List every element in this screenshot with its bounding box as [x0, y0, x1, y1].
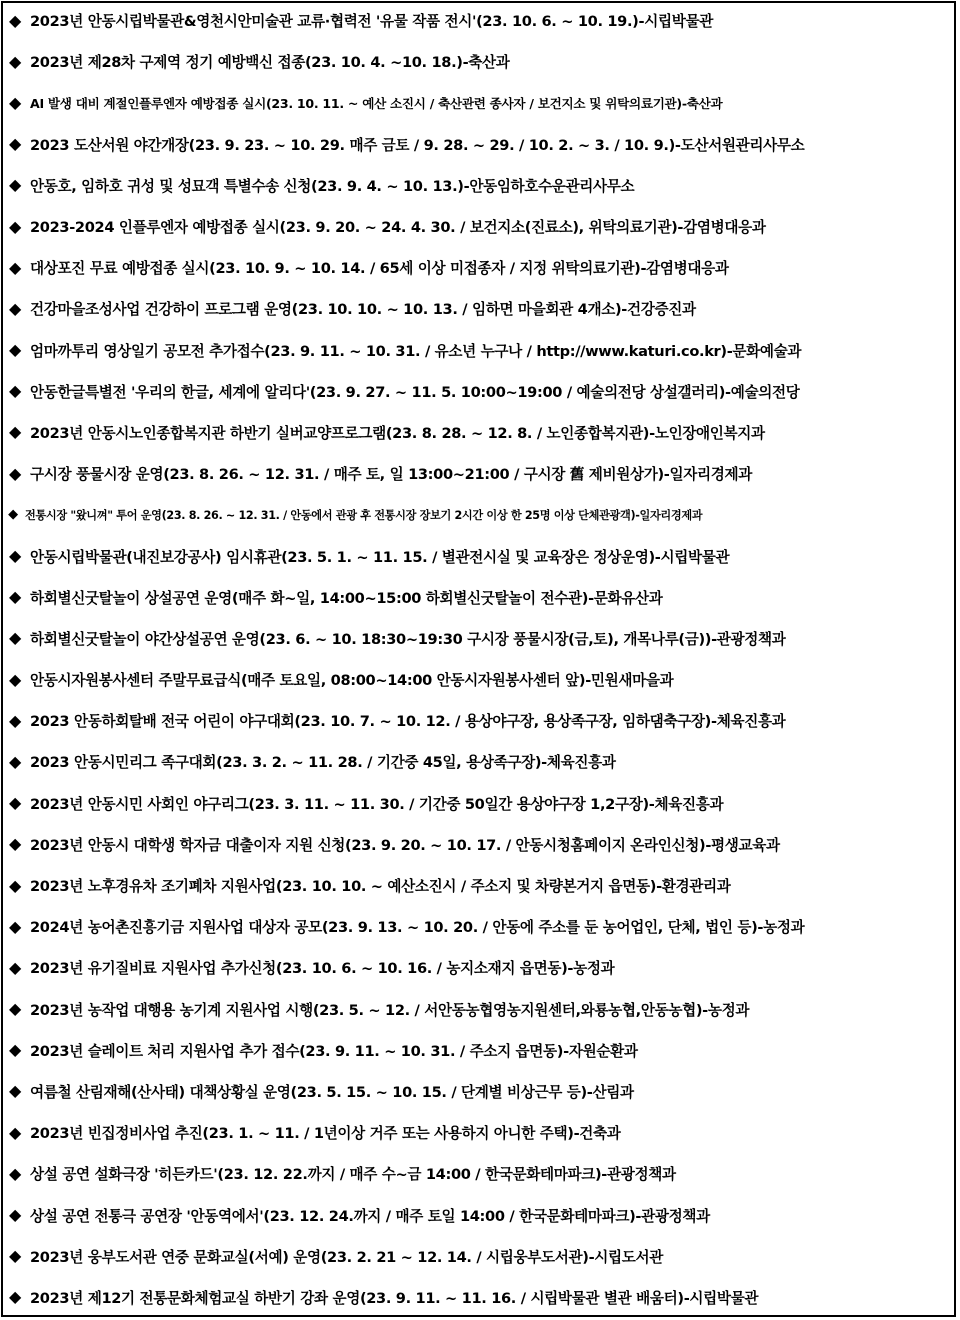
diamond-bullet-icon: ◆ [9, 1081, 21, 1101]
diamond-bullet-icon: ◆ [9, 381, 21, 401]
diamond-bullet-icon: ◆ [9, 957, 21, 977]
notice-text: 2023년 웅부도서관 연중 문화교실(서예) 운영(23. 2. 21 ~ 12. 14. / 시립웅부도서관)-시립도서관 [30, 1248, 664, 1266]
diamond-bullet-icon: ◆ [9, 587, 21, 607]
notice-item [6, 947, 954, 988]
notice-item [6, 1153, 954, 1194]
notice-item [6, 1194, 954, 1235]
diamond-bullet-icon: ◆ [8, 92, 21, 112]
notice-text: 2023년 노후경유차 조기폐차 지원사업(23. 10. 10. ~ 예산소진시 / 주소지 및 차량본거지 읍면동)-환경관리과 [30, 878, 731, 896]
notice-text: 2023년 유기질비료 지원사업 추가신청(23. 10. 6. ~ 10. 16. / 농지소재지 읍면동)-농정과 [30, 960, 615, 978]
notice-text: 안동한글특별전 '우리의 한글, 세계에 알리다'(23. 9. 27. ~ 11. 5. 10:00~19:00 / 예술의전당 상설갤러리)-예술의전당 [30, 383, 800, 401]
notice-item [6, 82, 954, 123]
diamond-bullet-icon: ◆ [8, 507, 18, 523]
notice-text: 2023년 제12기 전통문화체험교실 하반기 강좌 운영(23. 9. 11. ~ 11. 16. / 시립박물관 별관 배움터)-시립박물관 [30, 1289, 759, 1307]
notice-text: 2023년 제28차 구제역 정기 예방백신 접종(23. 10. 4. ~10. 18.)-축산과 [30, 54, 510, 72]
notice-item [6, 165, 954, 206]
notice-item [6, 535, 954, 576]
notice-text: 2023 안동시민리그 족구대회(23. 3. 2. ~ 11. 28. / 기간중 45일, 용상족구장)-체육진흥과 [30, 754, 616, 772]
notice-item [6, 1277, 954, 1318]
diamond-bullet-icon: ◆ [9, 793, 21, 813]
notice-text: 2023년 안동시립박물관&영천시안미술관 교류·협력전 '유물 작품 전시'(23. 10. 6. ~ 10. 19.)-시립박물관 [30, 13, 713, 31]
notice-text: 건강마을조성사업 건강하이 프로그램 운영(23. 10. 10. ~ 10. 13. / 임하면 마을회관 4개소)-건강증진과 [30, 301, 696, 319]
notice-text: 상설 공연 전통극 공연장 '안동역에서'(23. 12. 24.까지 / 매주 토일 14:00 / 한국문화테마파크)-관광정책과 [30, 1207, 710, 1225]
diamond-bullet-icon: ◆ [9, 463, 21, 483]
diamond-bullet-icon: ◆ [9, 1205, 21, 1225]
notice-text: 대상포진 무료 예방접종 실시(23. 10. 9. ~ 10. 14. / 65세 이상 미접종자 / 지정 위탁의료기관)-감염병대응과 [30, 260, 729, 278]
notice-item [6, 783, 954, 824]
notice-list [6, 0, 954, 1318]
notice-text: 전통시장 "왔니껴" 투어 운영(23. 8. 26. ~ 12. 31. / 안동에서 관광 후 전통시장 장보기 2시간 이상 한 25명 이상 단체관광객)-일자리경제과 [25, 508, 703, 522]
notice-item [6, 618, 954, 659]
notice-text: 하회별신굿탈놀이 야간상설공연 운영(23. 6. ~ 10. 18:30~19:30 구시장 풍물시장(금,토), 개목나루(금))-관광정책과 [30, 630, 786, 648]
notice-text: 엄마까투리 영상일기 공모전 추가접수(23. 9. 11. ~ 10. 31. / 유소년 누구나 / http://www.katuri.co.kr)-문화예술과 [30, 342, 802, 360]
diamond-bullet-icon: ◆ [9, 999, 21, 1019]
notice-text: 2023년 농작업 대행용 농기계 지원사업 시행(23. 5. ~ 12. / 서안동농협영농지원센터,와룡농협,안동농협)-농정과 [30, 1001, 750, 1019]
diamond-bullet-icon: ◆ [9, 298, 21, 318]
notice-text: 2023년 안동시노인종합복지관 하반기 실버교양프로그램(23. 8. 28. ~ 12. 8. / 노인종합복지관)-노인장애인복지과 [30, 424, 765, 442]
notice-item [6, 0, 954, 41]
notice-text: 2023 안동하회탈배 전국 어린이 야구대회(23. 10. 7. ~ 10. 12. / 용상야구장, 용상족구장, 임하댐축구장)-체육진흥과 [30, 713, 786, 731]
notice-text: 안동시립박물관(내진보강공사) 임시휴관(23. 5. 1. ~ 11. 15. / 별관전시실 및 교육장은 정상운영)-시립박물관 [30, 548, 730, 566]
notice-text: 상설 공연 설화극장 '히든카드'(23. 12. 22.까지 / 매주 수~금 14:00 / 한국문화테마파크)-관광정책과 [30, 1166, 676, 1184]
notice-item [6, 577, 954, 618]
notice-text: 2024년 농어촌진흥기금 지원사업 대상자 공모(23. 9. 13. ~ 10. 20. / 안동에 주소를 둔 농어업인, 단체, 법인 등)-농정과 [30, 919, 805, 937]
diamond-bullet-icon: ◆ [9, 340, 21, 360]
notice-item [6, 1236, 954, 1277]
notice-text: 2023년 슬레이트 처리 지원사업 추가 접수(23. 9. 11. ~ 10. 31. / 주소지 읍면동)-자원순환과 [30, 1042, 638, 1060]
notice-item [6, 1030, 954, 1071]
notice-text: 안동시자원봉사센터 주말무료급식(매주 토요일, 08:00~14:00 안동시자원봉사센터 앞)-민원새마을과 [30, 672, 674, 690]
notice-text: 2023년 빈집정비사업 추진(23. 1. ~ 11. / 1년이상 거주 또는 사용하지 아니한 주택)-건축과 [30, 1125, 621, 1143]
diamond-bullet-icon: ◆ [9, 1246, 21, 1266]
notice-item [6, 412, 954, 453]
notice-item [6, 741, 954, 782]
diamond-bullet-icon: ◆ [9, 875, 21, 895]
notice-text: 하회별신굿탈놀이 상설공연 운영(매주 화~일, 14:00~15:00 하회별신굿탈놀이 전수관)-문화유산과 [30, 589, 663, 607]
diamond-bullet-icon: ◆ [9, 710, 21, 730]
notice-item [6, 330, 954, 371]
notice-text: 안동호, 임하호 귀성 및 성묘객 특별수송 신청(23. 9. 4. ~ 10. 13.)-안동임하호수운관리사무소 [30, 177, 635, 195]
notice-item [6, 824, 954, 865]
notice-text: 여름철 산림재해(산사태) 대책상황실 운영(23. 5. 15. ~ 10. 15. / 단계별 비상근무 등)-산림과 [30, 1083, 634, 1101]
notice-item [6, 453, 954, 494]
notice-item [6, 659, 954, 700]
notice-text: 2023년 안동시 대학생 학자금 대출이자 지원 신청(23. 9. 20. ~ 10. 17. / 안동시청홈페이지 온라인신청)-평생교육과 [30, 836, 780, 854]
diamond-bullet-icon: ◆ [9, 834, 21, 854]
notice-item [6, 906, 954, 947]
diamond-bullet-icon: ◆ [9, 1040, 21, 1060]
diamond-bullet-icon: ◆ [9, 669, 21, 689]
notice-item [6, 206, 954, 247]
diamond-bullet-icon: ◆ [9, 1287, 21, 1307]
notice-text: 2023 도산서원 야간개장(23. 9. 23. ~ 10. 29. 매주 금토 / 9. 28. ~ 29. / 10. 2. ~ 3. / 10. 9.)-도산서원관리사무소 [30, 136, 805, 154]
diamond-bullet-icon: ◆ [9, 51, 21, 71]
diamond-bullet-icon: ◆ [9, 216, 21, 236]
notice-item [6, 247, 954, 288]
notice-item [6, 989, 954, 1030]
notice-text: 2023년 안동시민 사회인 야구리그(23. 3. 11. ~ 11. 30. / 기간중 50일간 용상야구장 1,2구장)-체육진흥과 [30, 795, 724, 813]
diamond-bullet-icon: ◆ [9, 1163, 21, 1183]
diamond-bullet-icon: ◆ [9, 546, 21, 566]
diamond-bullet-icon: ◆ [9, 1122, 21, 1142]
notice-text: AI 발생 대비 계절인플루엔자 예방접종 실시(23. 10. 11. ~ 예산 소진시 / 축산관련 종사자 / 보건지소 및 위탁의료기관)-축산과 [30, 96, 723, 112]
notice-item [6, 1112, 954, 1153]
notice-item [6, 288, 954, 329]
diamond-bullet-icon: ◆ [9, 916, 21, 936]
notice-item [6, 700, 954, 741]
diamond-bullet-icon: ◆ [9, 175, 21, 195]
diamond-bullet-icon: ◆ [9, 257, 21, 277]
diamond-bullet-icon: ◆ [9, 422, 21, 442]
notice-text: 구시장 풍물시장 운영(23. 8. 26. ~ 12. 31. / 매주 토, 일 13:00~21:00 / 구시장 舊 제비원상가)-일자리경제과 [30, 466, 752, 484]
notice-item [6, 865, 954, 906]
diamond-bullet-icon: ◆ [9, 751, 21, 771]
notice-item [6, 1071, 954, 1112]
notice-item [6, 371, 954, 412]
notice-item [6, 41, 954, 82]
diamond-bullet-icon: ◆ [9, 628, 21, 648]
diamond-bullet-icon: ◆ [9, 10, 21, 30]
notice-item [6, 124, 954, 165]
diamond-bullet-icon: ◆ [9, 134, 21, 154]
notice-text: 2023-2024 인플루엔자 예방접종 실시(23. 9. 20. ~ 24. 4. 30. / 보건지소(진료소), 위탁의료기관)-감염병대응과 [30, 219, 766, 237]
notice-item [6, 494, 954, 535]
